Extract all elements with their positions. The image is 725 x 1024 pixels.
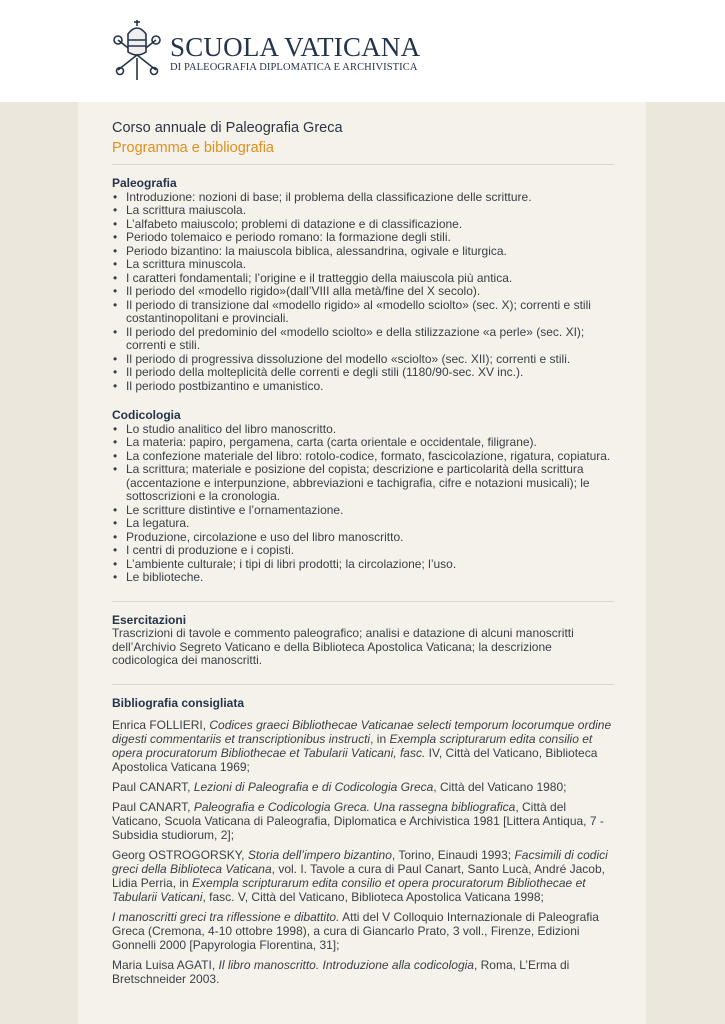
list-item: • La legatura. (112, 517, 614, 531)
list-item: • La scrittura; materiale e posizione del copista; descrizione e particolarità della scrittura (accentazione e interpunzione, abbreviazioni e tachigrafia, cifre e notazioni musicali); le sottoscrizioni e la cronologia. (112, 463, 614, 504)
esercitazioni-text: Trascrizioni di tavole e commento paleografico; analisi e datazione di alcuni manoscritti dell’Archivio Segreto Vaticano e della Biblioteca Apostolica Vaticana; la descrizione codicologica dei manoscritti. (112, 626, 574, 667)
brand-subtitle: DI PALEOGRAFIA DIPLOMATICA E ARCHIVISTICA (170, 62, 418, 73)
list-item: • Il periodo di progressiva dissoluzione del modello «sciolto» (sec. XII); correnti e stili. (112, 353, 614, 367)
citation-text: Atti del V Colloquio Internazionale di Paleografia Greca (Cremona, 4-10 ottobre 1998), a cura di Giancarlo Prato, 3 voll., Firenze, Edizioni Gonnelli 2000 [Papyrologia Florentina, 31]; (112, 910, 599, 952)
bibliography-entry (112, 848, 614, 904)
list-item: • I caratteri fondamentali; l’origine e il tratteggio della maiuscola più antica. (112, 272, 614, 286)
list-item: • L’alfabeto maiuscolo; problemi di datazione e di classificazione. (112, 218, 614, 232)
list-item: • Periodo bizantino: la maiuscola biblica, alessandrina, ogivale e liturgica. (112, 245, 614, 259)
citation-text: Paul CANART, (112, 800, 194, 814)
document-content (112, 118, 614, 986)
list-item: • Le biblioteche. (112, 571, 614, 585)
work-title: Paleografia e Codicologia Greca. Una rassegna bibliografica (193, 800, 516, 814)
paleografia-list (112, 191, 614, 394)
citation-text: Paul CANART, (112, 780, 194, 794)
bibliography-list (112, 718, 614, 986)
list-item: • Il periodo di transizione dal «modello rigido» al «modello sciolto» (sec. X); correnti e stili costantinopolitani e provinciali. (112, 299, 614, 326)
list-item: • Lo studio analitico del libro manoscritto. (112, 423, 614, 437)
page-subtitle: Programma e bibliografia (112, 140, 274, 156)
divider (112, 164, 614, 165)
citation-text: , Torino, Einaudi 1993; (391, 848, 515, 862)
section-codicologia (112, 409, 614, 585)
list-item: • La materia: papiro, pergamena, carta (carta orientale e occidentale, filigrane). (112, 436, 614, 450)
bibliography-entry (112, 958, 614, 986)
work-title: Exempla scripturarum edita consilio et opera procuratorum Bibliothecae et Tabularii Vaticani (112, 876, 586, 904)
brand (170, 33, 420, 73)
list-item: • L’ambiente culturale; i tipi di libri prodotti; la circolazione; l’uso. (112, 558, 614, 572)
list-item: • I centri di produzione e i copisti. (112, 544, 614, 558)
citation-text: IV, Città del Vaticano, Biblioteca Apostolica Vaticana 1969; (112, 746, 598, 774)
brand-title: SCUOLA VATICANA (170, 32, 421, 62)
citation-text: Maria Luisa AGATI, (112, 958, 219, 972)
section-esercitazioni (112, 614, 614, 668)
list-item: • La confezione materiale del libro: rotolo-codice, formato, fascicolazione, rigatura, copiatura. (112, 450, 614, 464)
work-title: Il libro manoscritto. Introduzione alla codicologia (218, 958, 474, 972)
bibliography-entry (112, 780, 614, 794)
list-item: • Periodo tolemaico e periodo romano: la formazione degli stili. (112, 231, 614, 245)
list-item: • Il periodo della molteplicità delle correnti e degli stili (1180/90-sec. XV inc.). (112, 366, 614, 380)
list-item: • Il periodo postbizantino e umanistico. (112, 380, 614, 394)
section-bibliografia (112, 697, 614, 987)
site-header (0, 0, 725, 102)
divider (112, 601, 614, 602)
list-item: • La scrittura maiuscola. (112, 204, 614, 218)
work-title: Facsimili di codici greci della Biblioteca Vaticana (112, 848, 608, 876)
citation-text: Enrica FOLLIERI, (112, 718, 210, 732)
list-item: • Le scritture distintive e l’ornamentazione. (112, 504, 614, 518)
list-item: • Il periodo del «modello rigido»(dall’VIII alla metà/fine del X secolo). (112, 285, 614, 299)
citation-text: , in (370, 732, 390, 746)
citation-text: , fasc. V, Città del Vaticano, Biblioteca Apostolica Vaticana 1998; (202, 890, 544, 904)
citation-text: , Roma, L’Erma di Bretschneider 2003. (112, 958, 570, 986)
citation-text: , vol. I. Tavole a cura di Paul Canart, Santo Lucà, André Jacob, Lidia Perria, in (112, 862, 605, 890)
divider (112, 684, 614, 685)
work-title: Exempla scripturarum edita consilio et opera procuratorum Bibliothecae et Tabularii Vaticani, fasc. (112, 732, 593, 760)
codicologia-list (112, 423, 614, 585)
bibliography-entry (112, 910, 614, 952)
list-item: • Introduzione: nozioni di base; il problema della classificazione delle scritture. (112, 191, 614, 205)
list-item: • La scrittura minuscola. (112, 258, 614, 272)
section-paleografia (112, 177, 614, 393)
page-title: Corso annuale di Paleografia Greca (112, 120, 343, 136)
section-heading: Bibliografia consigliata (112, 695, 245, 710)
section-heading: Codicologia (112, 408, 181, 422)
work-title: Lezioni di Paleografia e di Codicologia Greca (193, 780, 434, 794)
citation-text: , Città del Vaticano, Scuola Vaticana di Paleografia, Diplomatica e Archivistica 1981 [Littera Antiqua, 7 - Subsidia studiorum, 2]; (112, 800, 604, 842)
bibliography-entry (112, 718, 614, 774)
citation-text: Georg OSTROGORSKY, (112, 848, 248, 862)
bibliography-entry (112, 800, 614, 842)
work-title: I manoscritti greci tra riflessione e dibattito. (112, 910, 340, 924)
work-title: Codices graeci Bibliothecae Vaticanae selecti temporum locorumque ordine digesti commentariis et transcriptionibus instructi (112, 718, 612, 746)
papal-coat-of-arms-logo (112, 18, 162, 82)
section-heading: Paleografia (112, 176, 177, 190)
citation-text: , Città del Vaticano 1980; (433, 780, 567, 794)
list-item: • Il periodo del predominio del «modello sciolto» e della stilizzazione «a perle» (sec. XI); correnti e stili. (112, 326, 614, 353)
work-title: Storia dell’impero bizantino (247, 848, 392, 862)
section-heading: Esercitazioni (112, 612, 187, 627)
list-item: • Produzione, circolazione e uso del libro manoscritto. (112, 531, 614, 545)
